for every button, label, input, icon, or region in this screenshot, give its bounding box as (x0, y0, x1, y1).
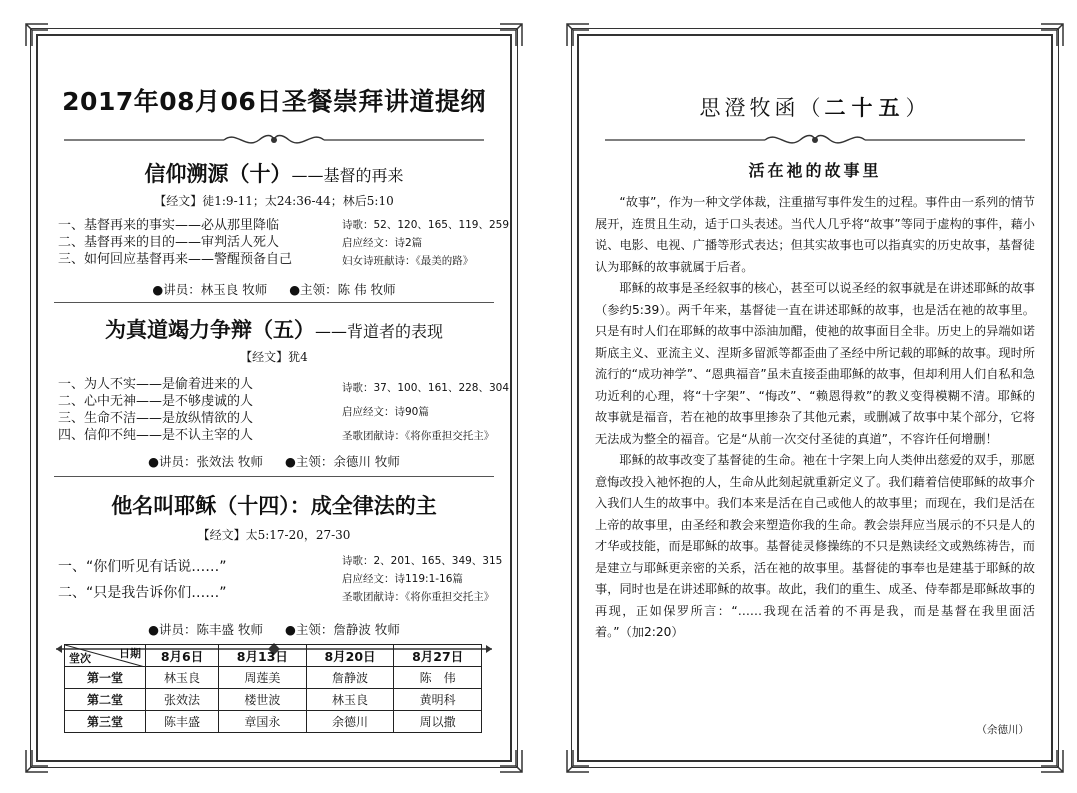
left-page (24, 22, 524, 774)
sermon-2 (46, 314, 502, 365)
right-content (587, 46, 1043, 750)
article-paragraph: 耶稣的故事是圣经叙事的核心，甚至可以说圣经的叙事就是在讲述耶稣的故事（参约5:39）。两千年来，基督徒一直在讲述耶稣的故事，也是活在祂的故事里。只是有时人们在耶稣的故事中添油加醋，使祂的故事面目全非。历史上的异端如诺斯底主义、亚流主义、涅斯多留派等都歪曲了圣经中所记载的耶稣的故事。现时所流行的“成功神学”、“恩典福音”虽未直接歪曲耶稣的故事，但却利用人们自私和急功近利的心理，将“十字架”、“悔改”、“赖恩得救”的教义变得模糊不清。耶稣的故事就是福音，若在祂的故事里掺杂了其他元素，或删减了故事中某个部分，它将无法成为整全的福音。它是“从前一次交付圣徒的真道”，不容许任何增删！ (595, 281, 1035, 446)
page-title: 2017年08月06日圣餐崇拜讲道提纲 (62, 87, 486, 116)
speaker: ●讲员：林玉良 牧师 (152, 282, 268, 297)
sermon-3-roles (46, 620, 502, 638)
outline-point: 四、信仰不纯——是不认主宰的人 (58, 428, 254, 443)
corner-ornament-icon (565, 748, 591, 774)
right-page (565, 22, 1065, 774)
table-cell: 张效法 (146, 689, 219, 711)
table-corner-cell: 日期 堂次 (65, 645, 146, 667)
flourish-divider-icon (64, 130, 484, 150)
date-header: 8月20日 (306, 645, 394, 667)
sermon-3-hymns (342, 552, 502, 606)
outline-point: 二、心中无神——是不够虔诚的人 (58, 394, 254, 409)
scripture-ref: 【经文】犹4 (240, 350, 308, 364)
corner-ornament-icon (498, 22, 524, 48)
article-paragraph: 耶稣的故事改变了基督徒的生命。祂在十字架上向人类伸出慈爱的双手，那愿意悔改投入祂怀抱的人，生命从此刻起就重新定义了。我们藉着信使耶稣的故事介入我们人生的故事中。我们本来是活在自己或他人的故事里；而现在，我们是活在上帝的故事里，由圣经和教会来塑造你我的生命。教会崇拜应当展示的不只是人的才华或技能，而是耶稣的故事。基督徒灵修操练的不只是熟读经文或熟练祷告，而是建立与耶稣更亲密的关系，活在祂的故事里。基督徒的事奉也是建基于耶稣的故事，同时也是在讲述耶稣的故事。故此，我们的重生、成圣、侍奉都是耶稣故事的再现，正如保罗所言：“……我现在活着的不再是我，而是基督在我里面活着。”（加2:20） (595, 453, 1035, 639)
date-header: 8月13日 (219, 645, 307, 667)
date-header: 8月27日 (394, 645, 482, 667)
sermon-2-roles (46, 452, 502, 470)
sermon-title: 为真道竭力争辩（五）——背道者的表现 (104, 318, 443, 342)
table-cell: 余德川 (306, 711, 394, 733)
hymn-line: 启应经文：诗2篇 (342, 237, 423, 249)
table-cell: 楼世波 (219, 689, 307, 711)
sermon-2-hymns (342, 376, 509, 448)
hymn-line: 启应经文：诗119:1-16篇 (342, 573, 463, 585)
left-content (46, 46, 510, 750)
corner-ornament-icon (24, 22, 50, 48)
table-cell: 林玉良 (306, 689, 394, 711)
corner-ornament-icon (565, 22, 591, 48)
hymn-line: 圣歌团献诗：《将你重担交托主》 (342, 430, 495, 442)
table-row (65, 689, 482, 711)
hymn-line: 圣歌团献诗：《将你重担交托主》 (342, 591, 495, 603)
leader: ●主领：陈 伟 牧师 (289, 282, 396, 297)
sermon-title: 他名叫耶稣（十四）：成全律法的主 (111, 494, 437, 518)
table-cell: 周莲美 (219, 667, 307, 689)
table-cell: 詹静波 (306, 667, 394, 689)
article-subtitle: 活在祂的故事里 (748, 161, 882, 180)
letter-title: 思澄牧函（二十五） (699, 96, 931, 120)
divider (54, 476, 494, 477)
sermon-1-roles (46, 280, 502, 298)
hymn-line: 启应经文：诗90篇 (342, 406, 429, 418)
sermon-1-points (58, 217, 292, 268)
sermon-3-points (58, 554, 227, 606)
sermon-title: 信仰溯源（十）——基督的再来 (144, 162, 404, 186)
table-row (65, 711, 482, 733)
hymn-line: 诗歌：52、120、165、119、259 (342, 219, 510, 231)
article-body (595, 192, 1035, 644)
corner-ornament-icon (1039, 748, 1065, 774)
sermon-1 (46, 158, 502, 209)
outline-point: 一、“你们听见有话说……” (58, 559, 227, 575)
article-paragraph: “故事”，作为一种文学体裁，注重描写事件发生的过程。事件由一系列的情节展开，连贯且生动，适于口头表述。当代人几乎将“故事”等同于虚构的事件，藉小说、电影、电视、广播等形式表达；但其实故事也可以指真实的历史故事，基督徒认为耶稣的故事就属于后者。 (595, 195, 1035, 274)
corner-ornament-icon (1039, 22, 1065, 48)
service-label: 第二堂 (65, 689, 146, 711)
table-cell: 陈 伟 (394, 667, 482, 689)
service-label: 第一堂 (65, 667, 146, 689)
leader: ●主领：詹静波 牧师 (285, 622, 400, 637)
schedule-table (64, 644, 482, 733)
table-row (65, 667, 482, 689)
sermon-3 (46, 490, 502, 543)
service-label: 第三堂 (65, 711, 146, 733)
sermon-2-points (58, 376, 253, 444)
speaker: ●讲员：张效法 牧师 (148, 454, 263, 469)
corner-ornament-icon (498, 748, 524, 774)
flourish-divider-icon (605, 130, 1025, 150)
outline-point: 三、生命不洁——是放纵情欲的人 (58, 411, 254, 426)
outline-point: 一、基督再来的事实——必从那里降临 (58, 218, 280, 233)
table-cell: 章国永 (219, 711, 307, 733)
table-header-row (65, 645, 482, 667)
outline-point: 二、“只是我告诉你们……” (58, 585, 227, 601)
table-cell: 林玉良 (146, 667, 219, 689)
table-cell: 周以撒 (394, 711, 482, 733)
hymn-line: 诗歌：37、100、161、228、304 (342, 382, 510, 394)
sermon-1-hymns (342, 216, 509, 270)
hymn-line: 诗歌：2、201、165、349、315 (342, 555, 503, 567)
author-signature: （余德川） (976, 724, 1029, 736)
outline-point: 二、基督再来的目的——审判活人死人 (58, 235, 280, 250)
outline-point: 一、为人不实——是偷着进来的人 (58, 377, 254, 392)
table-cell: 黄明科 (394, 689, 482, 711)
speaker: ●讲员：陈丰盛 牧师 (148, 622, 263, 637)
divider (54, 302, 494, 303)
scripture-ref: 【经文】徒1:9-11；太24:36-44；林后5:10 (154, 194, 394, 208)
outline-point: 三、如何回应基督再来——警醒预备自己 (58, 252, 293, 267)
date-header: 8月6日 (146, 645, 219, 667)
table-cell: 陈丰盛 (146, 711, 219, 733)
scripture-ref: 【经文】太5:17-20，27-30 (197, 528, 351, 542)
leader: ●主领：余德川 牧师 (285, 454, 400, 469)
corner-ornament-icon (24, 748, 50, 774)
hymn-line: 妇女诗班献诗：《最美的路》 (342, 255, 474, 267)
